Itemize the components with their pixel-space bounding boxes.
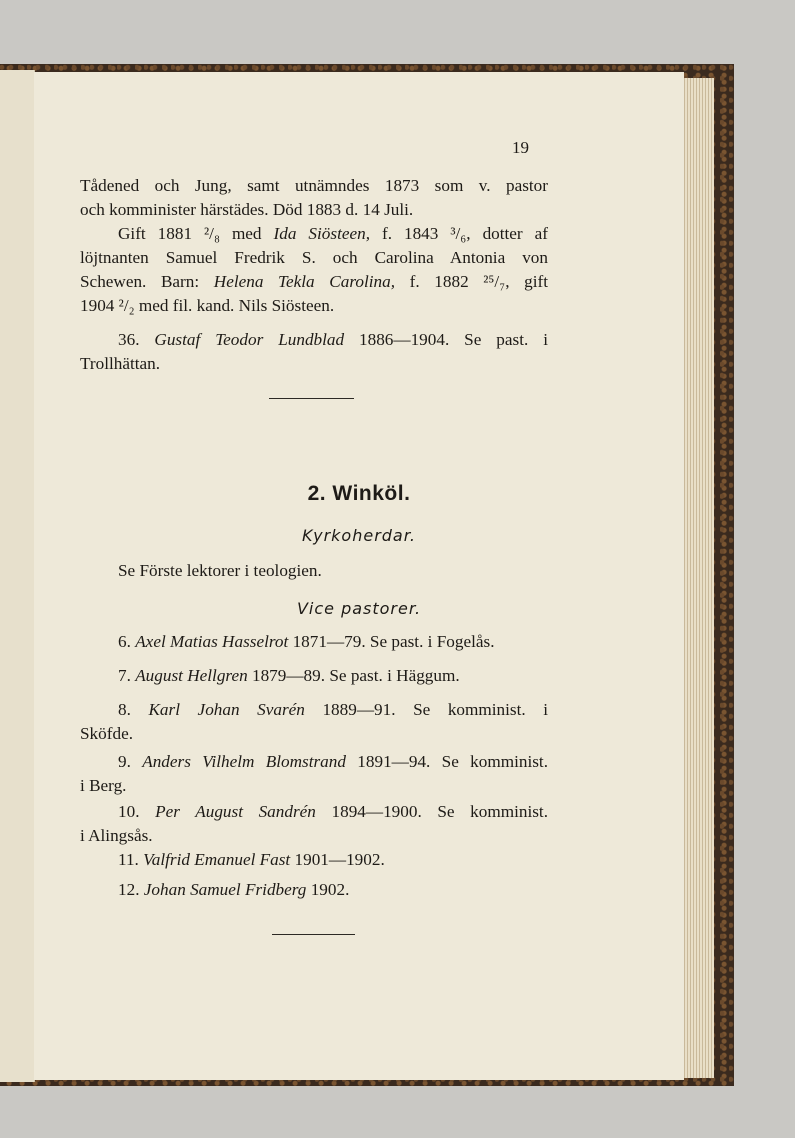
text-line: 1904 ²/₂ med fil. kand. Nils Siösteen. xyxy=(80,296,335,315)
separator-rule xyxy=(269,398,354,399)
list-item: 7. August Hellgren 1879—89. Se past. i Häggum. xyxy=(118,666,460,685)
subheading-vice-pastorer: Vice pastorer. xyxy=(296,599,422,618)
list-item: 10. Per August Sandrén 1894—1900. Se komminist. xyxy=(118,802,548,821)
text-line: Tådened och Jung, samt utnämndes 1873 som v. pastor xyxy=(80,176,548,195)
text-line: löjtnanten Samuel Fredrik S. och Carolina Antonia von xyxy=(80,248,548,267)
list-item: 12. Johan Samuel Fridberg 1902. xyxy=(118,880,350,899)
page-stack-edge xyxy=(682,78,714,1078)
text-line: och komminister härstädes. Död 1883 d. 14 Juli. xyxy=(80,200,414,219)
list-item-continuation: i Berg. xyxy=(80,776,127,795)
text-line: Gift 1881 ²/₈ med Ida Siösteen, f. 1843 ³/₆, dotter af xyxy=(118,224,548,243)
list-item-continuation: i Alingsås. xyxy=(80,826,153,845)
text-line: Se Förste lektorer i teologien. xyxy=(118,561,322,580)
page-number: 19 xyxy=(512,138,529,157)
book-page xyxy=(34,72,684,1080)
left-page-edge xyxy=(0,70,35,1082)
subheading-kyrkoherdar: Kyrkoherdar. xyxy=(302,526,416,545)
list-item: 11. Valfrid Emanuel Fast 1901—1902. xyxy=(118,850,385,869)
list-item: 6. Axel Matias Hasselrot 1871—79. Se past. i Fogelås. xyxy=(118,632,495,651)
separator-rule xyxy=(272,934,355,935)
list-item: 9. Anders Vilhelm Blomstrand 1891—94. Se komminist. xyxy=(118,752,549,771)
text-line: Trollhättan. xyxy=(80,354,161,373)
text-line: Schewen. Barn: Helena Tekla Carolina, f. 1882 ²⁵/₇, gift xyxy=(80,272,548,291)
section-title: 2. Winköl. xyxy=(307,482,411,505)
text-line: 36. Gustaf Teodor Lundblad 1886—1904. Se past. i xyxy=(118,330,548,349)
list-item-continuation: Sköfde. xyxy=(80,724,133,743)
list-item: 8. Karl Johan Svarén 1889—91. Se komminist. i xyxy=(118,700,549,719)
